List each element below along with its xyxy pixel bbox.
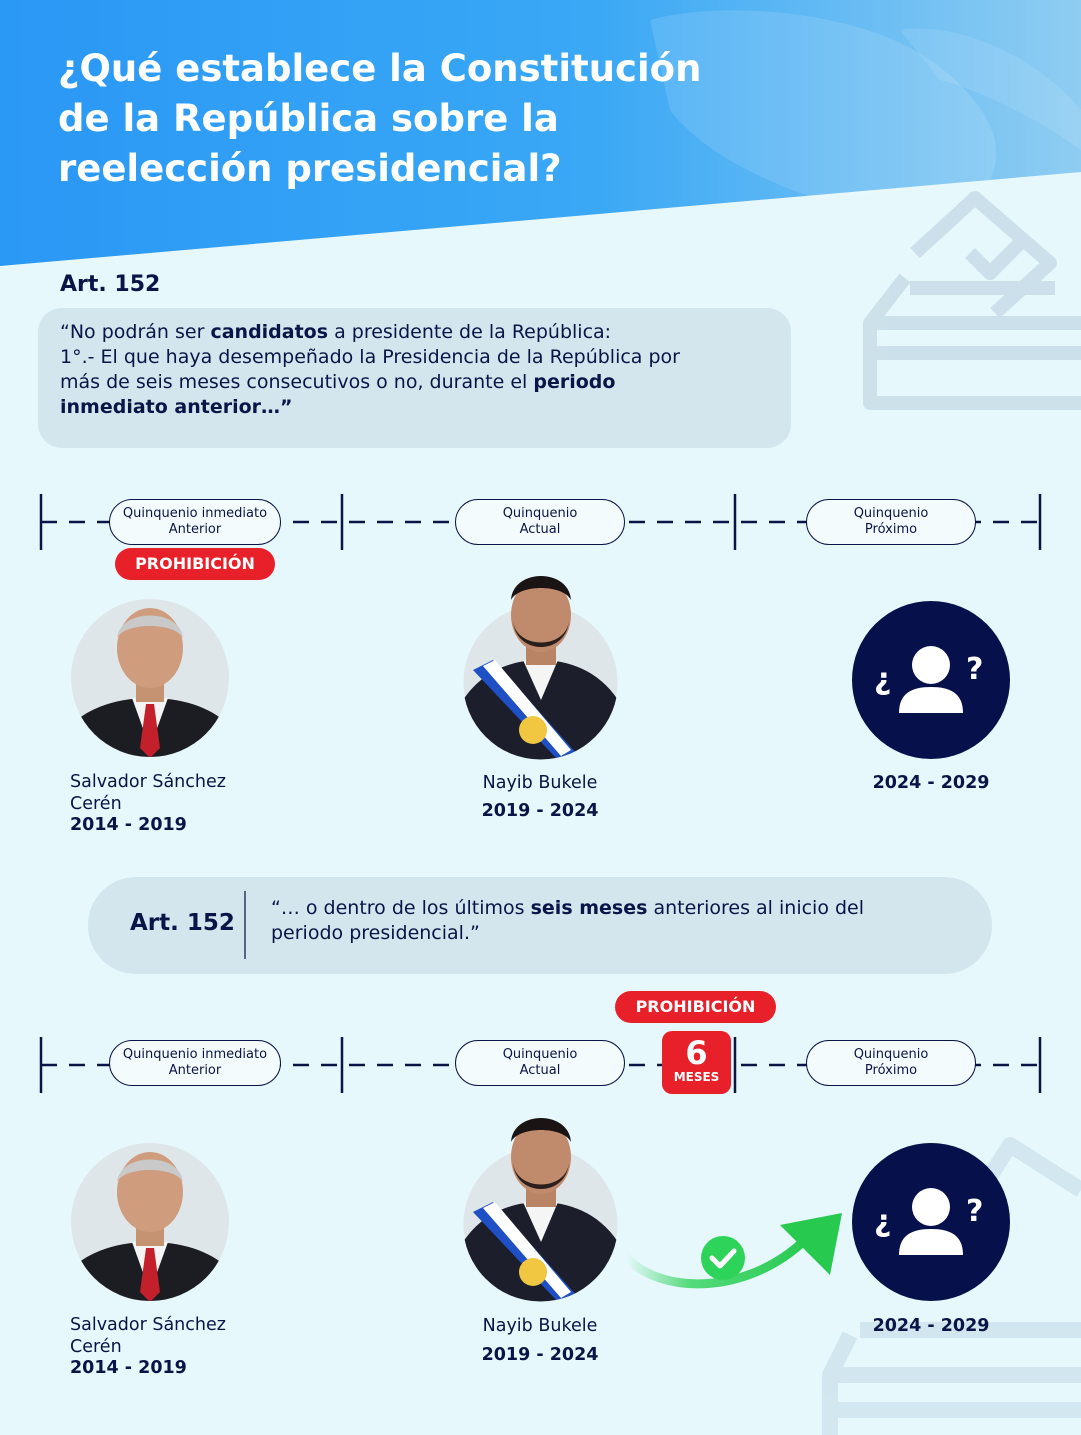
article-2-quote-box: [88, 877, 992, 974]
period-pill-current-2: [455, 1040, 625, 1086]
prohibition-badge-2: PROHIBICIÓN: [615, 991, 776, 1023]
president-current-name-2: Nayib Bukele: [482, 1316, 598, 1336]
unknown-person-icon: [852, 601, 1010, 759]
article-1-quote: [60, 320, 770, 420]
quote-text: “… o dentro de los últimos: [271, 897, 531, 919]
president-previous-name: [70, 771, 226, 815]
name-line: Cerén: [70, 1337, 122, 1357]
pill-label: Quinquenio: [502, 506, 578, 521]
president-previous-years: 2014 - 2019: [70, 815, 187, 835]
pill-label: Próximo: [864, 1063, 918, 1078]
pill-label: Quinquenio: [853, 1047, 929, 1062]
quote-bold-candidatos: candidatos: [210, 321, 329, 343]
quote-text: a presidente de la República:: [328, 321, 612, 343]
quote-text: “No podrán ser: [60, 321, 211, 343]
president-previous-name-2: [70, 1314, 226, 1358]
pill-label: Anterior: [168, 522, 222, 537]
article-2-label: Art. 152: [130, 910, 235, 936]
unknown-person-icon-2: [852, 1143, 1010, 1301]
president-current-name: Nayib Bukele: [482, 773, 598, 793]
six-months-badge: [662, 1031, 731, 1094]
pill-label: Quinquenio: [853, 506, 929, 521]
quote-text: anteriores al inicio del: [647, 897, 865, 919]
ballot-box-icon: [845, 178, 1081, 413]
quote-text: periodo presidencial.”: [271, 922, 480, 944]
pill-label: Actual: [519, 1063, 561, 1078]
name-line: Salvador Sánchez: [70, 1315, 226, 1335]
quote-text: más de seis meses consecutivos o no, durante el: [60, 371, 534, 393]
portrait-sanchez-ceren: [70, 598, 230, 758]
quote-text: 1°.- El que haya desempeñado la Presidencia de la República por: [60, 346, 680, 368]
article-1-label: Art. 152: [60, 272, 161, 297]
title-line-2: de la República sobre la: [58, 97, 559, 140]
portrait-nayib-bukele-2: [463, 1102, 618, 1302]
check-circle-icon: [700, 1235, 746, 1281]
period-pill-next: [806, 499, 976, 545]
period-pill-previous: [109, 499, 281, 545]
next-period-years-2: 2024 - 2029: [872, 1316, 990, 1336]
article-2-quote: [271, 896, 961, 946]
president-current-years-2: 2019 - 2024: [481, 1345, 599, 1365]
prohibition-badge: PROHIBICIÓN: [115, 548, 275, 580]
title-line-3: reelección presidencial?: [58, 147, 562, 190]
president-current-years: 2019 - 2024: [481, 801, 599, 821]
pill-label: Actual: [519, 522, 561, 537]
quote-bold-periodo: periodo: [533, 371, 616, 393]
title-line-1: ¿Qué establece la Constitución: [58, 47, 702, 90]
quote-bold-seis-meses: seis meses: [530, 897, 648, 919]
next-period-years: 2024 - 2029: [872, 773, 990, 793]
question-open-glyph: ¿: [874, 662, 892, 697]
question-open-glyph: ¿: [874, 1204, 892, 1239]
article-1-quote-box: [38, 308, 791, 448]
pill-label: Quinquenio inmediato: [122, 1047, 268, 1062]
period-pill-previous-2: [109, 1040, 281, 1086]
quote-bold-inmediato: inmediato anterior…”: [60, 396, 293, 418]
period-pill-next-2: [806, 1040, 976, 1086]
pill-label: Próximo: [864, 522, 918, 537]
six-months-unit: MESES: [673, 1070, 720, 1084]
question-close-glyph: ?: [966, 652, 984, 687]
portrait-nayib-bukele: [463, 560, 618, 760]
pill-label: Anterior: [168, 1063, 222, 1078]
six-months-number: 6: [685, 1034, 708, 1072]
name-line: Cerén: [70, 794, 122, 814]
question-close-glyph: ?: [966, 1194, 984, 1229]
pill-label: Quinquenio: [502, 1047, 578, 1062]
portrait-sanchez-ceren-2: [70, 1142, 230, 1302]
period-pill-current: [455, 499, 625, 545]
page-title: [58, 44, 818, 194]
divider: [244, 891, 246, 959]
name-line: Salvador Sánchez: [70, 772, 226, 792]
president-previous-years-2: 2014 - 2019: [70, 1358, 187, 1378]
pill-label: Quinquenio inmediato: [122, 506, 268, 521]
